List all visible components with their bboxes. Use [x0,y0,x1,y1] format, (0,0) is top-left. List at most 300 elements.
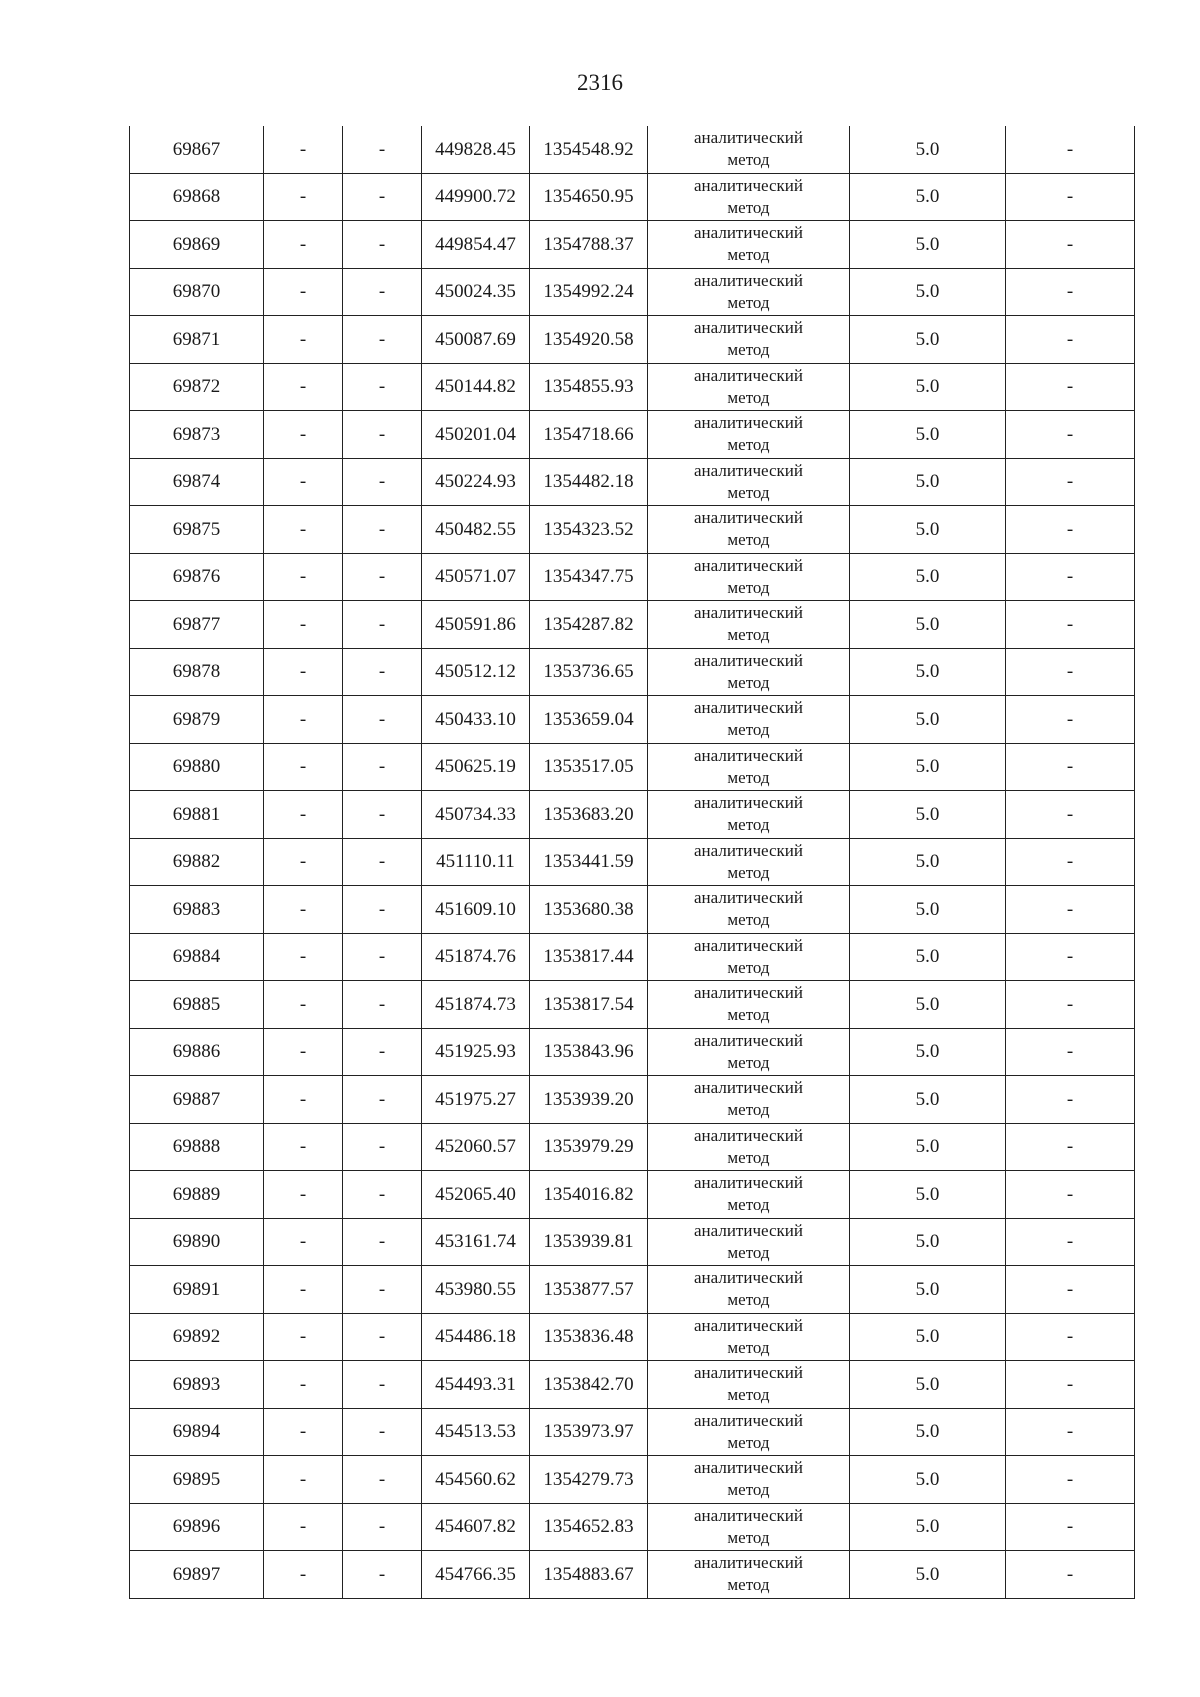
note-cell: - [1006,1266,1135,1314]
x-coordinate-cell: 451874.76 [422,933,530,981]
point-id-cell: 69877 [130,601,264,649]
empty-coord-cell-1: - [264,1076,343,1124]
method-line-1: аналитический [694,698,803,718]
table-row [130,173,1135,221]
note-cell: - [1006,458,1135,506]
method-line-2: метод [727,910,770,930]
point-id-cell: 69890 [130,1218,264,1266]
note-cell: - [1006,601,1135,649]
point-id-cell: 69873 [130,411,264,459]
empty-coord-cell-1: - [264,1171,343,1219]
x-coordinate-cell: 450433.10 [422,696,530,744]
empty-coord-cell-1: - [264,838,343,886]
method-cell [648,411,850,459]
y-coordinate-cell: 1353683.20 [530,791,648,839]
method-line-2: метод [727,1242,770,1262]
empty-coord-cell-2: - [343,838,422,886]
point-id-cell: 69876 [130,553,264,601]
empty-coord-cell-2: - [343,126,422,173]
method-line-1: аналитический [694,508,803,528]
table-row [130,1361,1135,1409]
x-coordinate-cell: 451925.93 [422,1028,530,1076]
y-coordinate-cell: 1353680.38 [530,886,648,934]
method-line-1: аналитический [694,270,803,290]
y-coordinate-cell: 1354323.52 [530,506,648,554]
note-cell: - [1006,648,1135,696]
accuracy-cell: 5.0 [850,411,1006,459]
note-cell: - [1006,886,1135,934]
y-coordinate-cell: 1353836.48 [530,1313,648,1361]
empty-coord-cell-1: - [264,648,343,696]
method-line-2: метод [727,482,770,502]
method-cell [648,1218,850,1266]
method-cell [648,648,850,696]
method-cell [648,458,850,506]
note-cell: - [1006,268,1135,316]
y-coordinate-cell: 1353817.44 [530,933,648,981]
y-coordinate-cell: 1354287.82 [530,601,648,649]
method-cell [648,1503,850,1551]
point-id-cell: 69893 [130,1361,264,1409]
x-coordinate-cell: 450591.86 [422,601,530,649]
empty-coord-cell-2: - [343,981,422,1029]
note-cell: - [1006,1123,1135,1171]
accuracy-cell: 5.0 [850,1123,1006,1171]
empty-coord-cell-1: - [264,553,343,601]
accuracy-cell: 5.0 [850,886,1006,934]
method-cell [648,1456,850,1504]
accuracy-cell: 5.0 [850,1076,1006,1124]
method-cell [648,601,850,649]
table-row [130,1503,1135,1551]
method-line-1: аналитический [694,1268,803,1288]
x-coordinate-cell: 451110.11 [422,838,530,886]
empty-coord-cell-2: - [343,1408,422,1456]
y-coordinate-cell: 1354347.75 [530,553,648,601]
method-line-2: метод [727,387,770,407]
y-coordinate-cell: 1354992.24 [530,268,648,316]
method-cell [648,791,850,839]
accuracy-cell: 5.0 [850,316,1006,364]
empty-coord-cell-2: - [343,1171,422,1219]
accuracy-cell: 5.0 [850,363,1006,411]
point-id-cell: 69892 [130,1313,264,1361]
method-line-2: метод [727,1005,770,1025]
method-line-2: метод [727,197,770,217]
method-line-2: метод [727,625,770,645]
x-coordinate-cell: 449828.45 [422,126,530,173]
table-row [130,553,1135,601]
empty-coord-cell-2: - [343,1551,422,1599]
table-row [130,1076,1135,1124]
method-line-1: аналитический [694,745,803,765]
accuracy-cell: 5.0 [850,458,1006,506]
accuracy-cell: 5.0 [850,1503,1006,1551]
empty-coord-cell-2: - [343,791,422,839]
empty-coord-cell-1: - [264,316,343,364]
method-line-2: метод [727,1195,770,1215]
empty-coord-cell-1: - [264,173,343,221]
empty-coord-cell-1: - [264,933,343,981]
empty-coord-cell-2: - [343,601,422,649]
method-line-1: аналитический [694,555,803,575]
table-row [130,933,1135,981]
empty-coord-cell-1: - [264,981,343,1029]
method-line-2: метод [727,1147,770,1167]
method-line-2: метод [727,1575,770,1595]
table-row [130,506,1135,554]
empty-coord-cell-2: - [343,221,422,269]
empty-coord-cell-1: - [264,1361,343,1409]
method-cell [648,981,850,1029]
note-cell: - [1006,1076,1135,1124]
empty-coord-cell-1: - [264,1266,343,1314]
note-cell: - [1006,1503,1135,1551]
accuracy-cell: 5.0 [850,1361,1006,1409]
point-id-cell: 69869 [130,221,264,269]
note-cell: - [1006,1551,1135,1599]
empty-coord-cell-1: - [264,363,343,411]
table-row [130,1028,1135,1076]
y-coordinate-cell: 1354650.95 [530,173,648,221]
x-coordinate-cell: 450482.55 [422,506,530,554]
x-coordinate-cell: 451874.73 [422,981,530,1029]
method-line-2: метод [727,1480,770,1500]
y-coordinate-cell: 1353736.65 [530,648,648,696]
table-body [130,126,1135,1598]
empty-coord-cell-1: - [264,1313,343,1361]
method-cell [648,506,850,554]
method-cell [648,1408,850,1456]
table-row [130,1551,1135,1599]
table-row [130,981,1135,1029]
method-line-2: метод [727,292,770,312]
x-coordinate-cell: 450201.04 [422,411,530,459]
empty-coord-cell-2: - [343,458,422,506]
table-row [130,838,1135,886]
method-line-1: аналитический [694,793,803,813]
method-cell [648,886,850,934]
point-id-cell: 69875 [130,506,264,554]
method-cell [648,1313,850,1361]
method-line-2: метод [727,1385,770,1405]
point-id-cell: 69887 [130,1076,264,1124]
y-coordinate-cell: 1354920.58 [530,316,648,364]
page-number: 2316 [577,70,623,95]
table-row [130,601,1135,649]
empty-coord-cell-1: - [264,506,343,554]
y-coordinate-cell: 1354855.93 [530,363,648,411]
x-coordinate-cell: 450625.19 [422,743,530,791]
method-line-2: метод [727,150,770,170]
empty-coord-cell-1: - [264,458,343,506]
note-cell: - [1006,743,1135,791]
empty-coord-cell-2: - [343,316,422,364]
table-row [130,791,1135,839]
method-cell [648,1171,850,1219]
x-coordinate-cell: 453161.74 [422,1218,530,1266]
note-cell: - [1006,1456,1135,1504]
y-coordinate-cell: 1354883.67 [530,1551,648,1599]
method-line-1: аналитический [694,413,803,433]
method-cell [648,173,850,221]
empty-coord-cell-2: - [343,553,422,601]
accuracy-cell: 5.0 [850,1266,1006,1314]
method-line-2: метод [727,1290,770,1310]
x-coordinate-cell: 452065.40 [422,1171,530,1219]
note-cell: - [1006,1408,1135,1456]
method-cell [648,1266,850,1314]
method-cell [648,838,850,886]
point-id-cell: 69872 [130,363,264,411]
empty-coord-cell-1: - [264,1123,343,1171]
method-line-1: аналитический [694,983,803,1003]
accuracy-cell: 5.0 [850,743,1006,791]
accuracy-cell: 5.0 [850,1551,1006,1599]
point-id-cell: 69879 [130,696,264,744]
empty-coord-cell-2: - [343,173,422,221]
point-id-cell: 69878 [130,648,264,696]
empty-coord-cell-1: - [264,1503,343,1551]
method-cell [648,933,850,981]
empty-coord-cell-1: - [264,1028,343,1076]
method-cell [648,363,850,411]
empty-coord-cell-2: - [343,506,422,554]
empty-coord-cell-2: - [343,1028,422,1076]
empty-coord-cell-2: - [343,696,422,744]
method-line-2: метод [727,340,770,360]
y-coordinate-cell: 1354548.92 [530,126,648,173]
table-row [130,743,1135,791]
empty-coord-cell-1: - [264,1408,343,1456]
note-cell: - [1006,1218,1135,1266]
x-coordinate-cell: 454493.31 [422,1361,530,1409]
empty-coord-cell-1: - [264,411,343,459]
empty-coord-cell-2: - [343,1076,422,1124]
empty-coord-cell-2: - [343,933,422,981]
y-coordinate-cell: 1353939.20 [530,1076,648,1124]
method-line-1: аналитический [694,1505,803,1525]
table-row [130,1218,1135,1266]
method-line-1: аналитический [694,1030,803,1050]
empty-coord-cell-2: - [343,1123,422,1171]
accuracy-cell: 5.0 [850,981,1006,1029]
point-id-cell: 69888 [130,1123,264,1171]
method-cell [648,1076,850,1124]
accuracy-cell: 5.0 [850,1218,1006,1266]
method-line-1: аналитический [694,1125,803,1145]
empty-coord-cell-2: - [343,1313,422,1361]
empty-coord-cell-2: - [343,1218,422,1266]
method-line-1: аналитический [694,175,803,195]
accuracy-cell: 5.0 [850,221,1006,269]
point-id-cell: 69889 [130,1171,264,1219]
x-coordinate-cell: 451975.27 [422,1076,530,1124]
x-coordinate-cell: 450512.12 [422,648,530,696]
table-row [130,458,1135,506]
note-cell: - [1006,838,1135,886]
y-coordinate-cell: 1354482.18 [530,458,648,506]
accuracy-cell: 5.0 [850,1408,1006,1456]
empty-coord-cell-1: - [264,696,343,744]
accuracy-cell: 5.0 [850,1313,1006,1361]
method-cell [648,553,850,601]
accuracy-cell: 5.0 [850,1456,1006,1504]
note-cell: - [1006,363,1135,411]
y-coordinate-cell: 1353939.81 [530,1218,648,1266]
accuracy-cell: 5.0 [850,1028,1006,1076]
table-row [130,1408,1135,1456]
method-line-2: метод [727,1052,770,1072]
x-coordinate-cell: 454607.82 [422,1503,530,1551]
x-coordinate-cell: 449854.47 [422,221,530,269]
method-cell [648,1361,850,1409]
table-row [130,221,1135,269]
empty-coord-cell-1: - [264,791,343,839]
empty-coord-cell-2: - [343,1456,422,1504]
point-id-cell: 69880 [130,743,264,791]
note-cell: - [1006,221,1135,269]
method-line-2: метод [727,815,770,835]
x-coordinate-cell: 454560.62 [422,1456,530,1504]
point-id-cell: 69896 [130,1503,264,1551]
y-coordinate-cell: 1353973.97 [530,1408,648,1456]
point-id-cell: 69885 [130,981,264,1029]
y-coordinate-cell: 1353517.05 [530,743,648,791]
method-line-1: аналитический [694,1173,803,1193]
method-line-1: аналитический [694,650,803,670]
accuracy-cell: 5.0 [850,553,1006,601]
table-row [130,696,1135,744]
note-cell: - [1006,933,1135,981]
method-line-1: аналитический [694,223,803,243]
accuracy-cell: 5.0 [850,1171,1006,1219]
point-id-cell: 69897 [130,1551,264,1599]
method-line-2: метод [727,1432,770,1452]
point-id-cell: 69868 [130,173,264,221]
empty-coord-cell-2: - [343,648,422,696]
method-cell [648,316,850,364]
table-row [130,648,1135,696]
accuracy-cell: 5.0 [850,126,1006,173]
method-line-1: аналитический [694,888,803,908]
table-row [130,126,1135,173]
accuracy-cell: 5.0 [850,173,1006,221]
point-id-cell: 69895 [130,1456,264,1504]
method-cell [648,1551,850,1599]
y-coordinate-cell: 1354652.83 [530,1503,648,1551]
y-coordinate-cell: 1354279.73 [530,1456,648,1504]
accuracy-cell: 5.0 [850,838,1006,886]
method-line-1: аналитический [694,603,803,623]
method-line-1: аналитический [694,365,803,385]
note-cell: - [1006,1361,1135,1409]
method-line-1: аналитический [694,1315,803,1335]
empty-coord-cell-2: - [343,1266,422,1314]
method-cell [648,743,850,791]
x-coordinate-cell: 450571.07 [422,553,530,601]
note-cell: - [1006,316,1135,364]
method-line-1: аналитический [694,128,803,148]
point-id-cell: 69874 [130,458,264,506]
point-id-cell: 69871 [130,316,264,364]
x-coordinate-cell: 454486.18 [422,1313,530,1361]
x-coordinate-cell: 449900.72 [422,173,530,221]
method-line-1: аналитический [694,1553,803,1573]
empty-coord-cell-1: - [264,1218,343,1266]
method-line-1: аналитический [694,1363,803,1383]
y-coordinate-cell: 1353441.59 [530,838,648,886]
empty-coord-cell-1: - [264,221,343,269]
method-line-2: метод [727,435,770,455]
empty-coord-cell-2: - [343,743,422,791]
method-line-1: аналитический [694,1078,803,1098]
empty-coord-cell-2: - [343,1361,422,1409]
method-cell [648,126,850,173]
table-row [130,363,1135,411]
empty-coord-cell-2: - [343,363,422,411]
empty-coord-cell-2: - [343,268,422,316]
x-coordinate-cell: 454766.35 [422,1551,530,1599]
method-line-1: аналитический [694,1458,803,1478]
method-cell [648,221,850,269]
accuracy-cell: 5.0 [850,506,1006,554]
point-id-cell: 69870 [130,268,264,316]
method-line-2: метод [727,1527,770,1547]
method-line-2: метод [727,1337,770,1357]
y-coordinate-cell: 1353842.70 [530,1361,648,1409]
method-line-1: аналитический [694,318,803,338]
method-cell [648,1028,850,1076]
table-row [130,411,1135,459]
empty-coord-cell-2: - [343,886,422,934]
note-cell: - [1006,791,1135,839]
point-id-cell: 69883 [130,886,264,934]
empty-coord-cell-1: - [264,743,343,791]
x-coordinate-cell: 452060.57 [422,1123,530,1171]
y-coordinate-cell: 1353877.57 [530,1266,648,1314]
x-coordinate-cell: 451609.10 [422,886,530,934]
table-row [130,1456,1135,1504]
note-cell: - [1006,981,1135,1029]
note-cell: - [1006,696,1135,744]
point-id-cell: 69881 [130,791,264,839]
note-cell: - [1006,126,1135,173]
point-id-cell: 69886 [130,1028,264,1076]
y-coordinate-cell: 1353979.29 [530,1123,648,1171]
note-cell: - [1006,1313,1135,1361]
table-row [130,1266,1135,1314]
accuracy-cell: 5.0 [850,648,1006,696]
note-cell: - [1006,411,1135,459]
x-coordinate-cell: 450087.69 [422,316,530,364]
empty-coord-cell-2: - [343,411,422,459]
x-coordinate-cell: 450024.35 [422,268,530,316]
empty-coord-cell-1: - [264,1456,343,1504]
x-coordinate-cell: 450224.93 [422,458,530,506]
point-id-cell: 69894 [130,1408,264,1456]
x-coordinate-cell: 454513.53 [422,1408,530,1456]
accuracy-cell: 5.0 [850,696,1006,744]
point-id-cell: 69891 [130,1266,264,1314]
note-cell: - [1006,1171,1135,1219]
method-line-1: аналитический [694,1410,803,1430]
method-line-2: метод [727,1100,770,1120]
point-id-cell: 69884 [130,933,264,981]
table-row [130,316,1135,364]
note-cell: - [1006,173,1135,221]
method-cell [648,268,850,316]
